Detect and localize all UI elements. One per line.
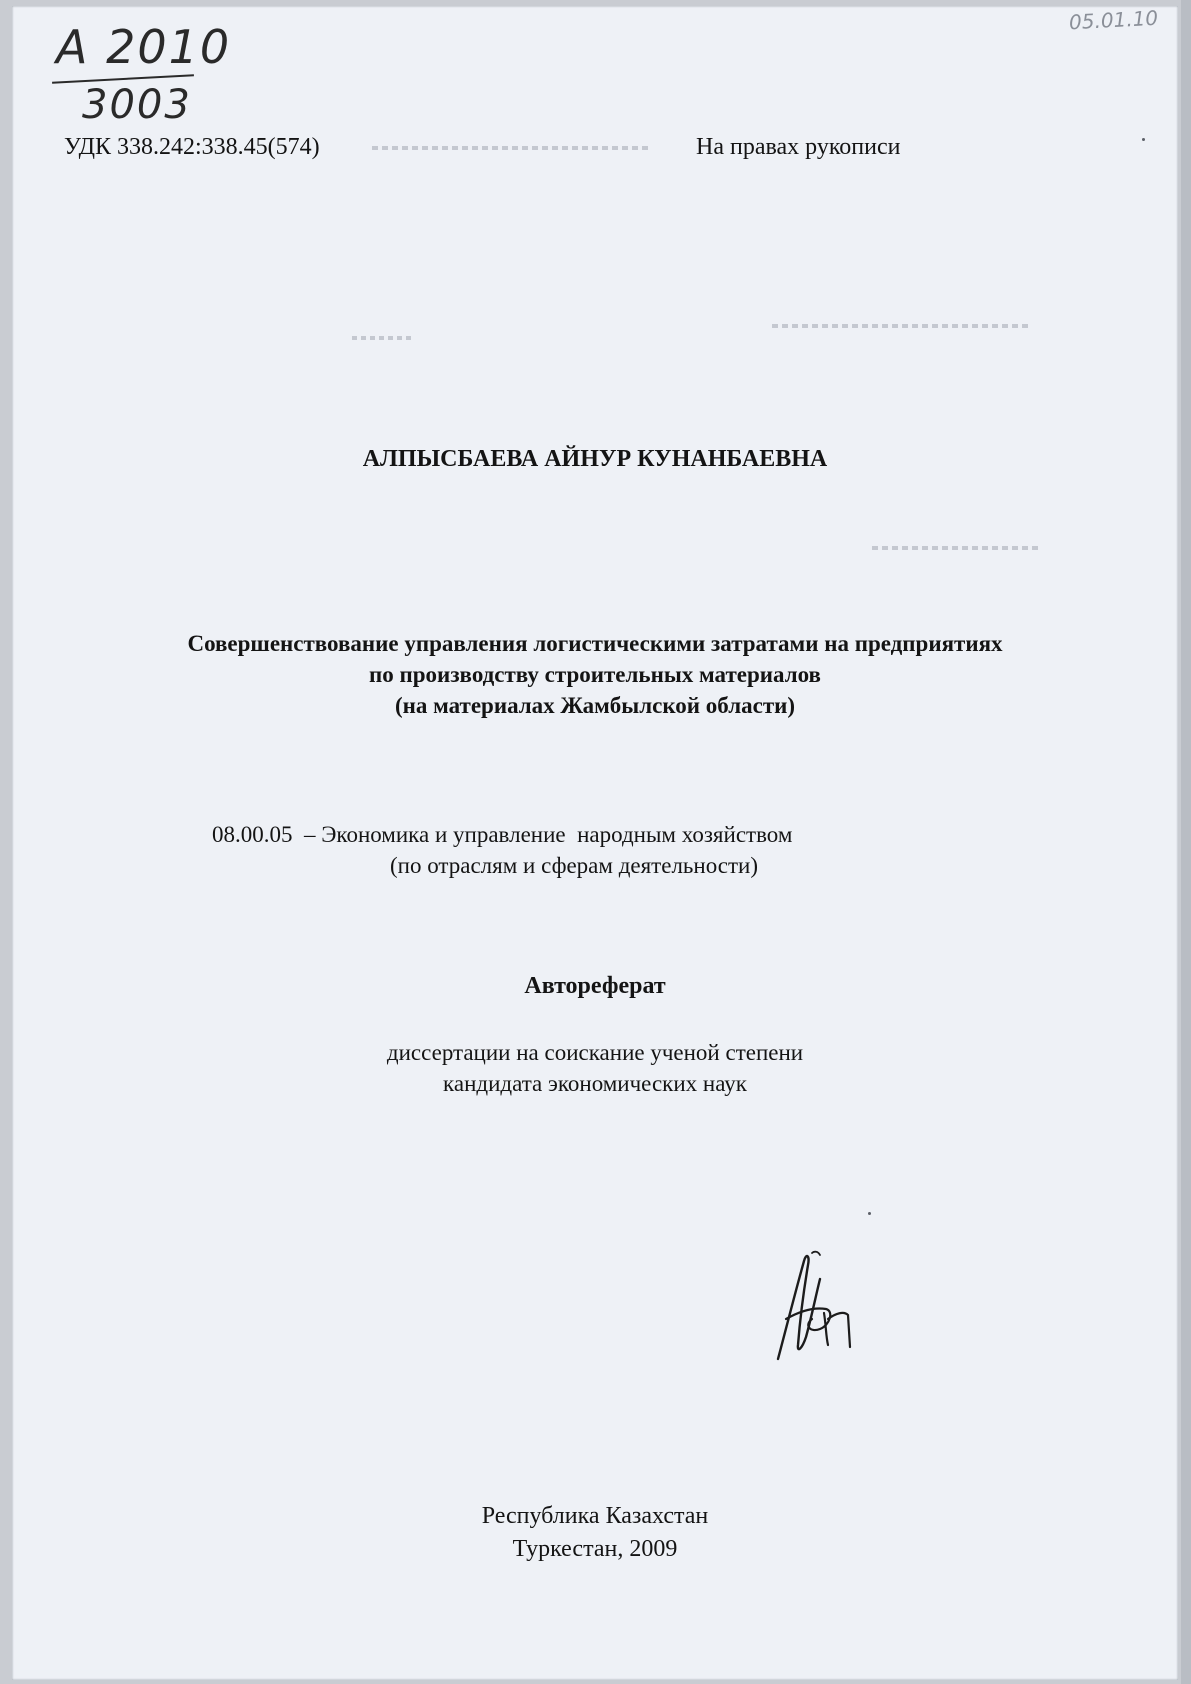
title-line: Совершенствование управления логистическими затратами на предприятиях: [187, 631, 1003, 656]
title-line: (на материалах Жамбылской области): [394, 693, 796, 718]
scan-edge: [1181, 0, 1191, 1684]
document-genre: Автореферат: [524, 973, 666, 999]
bleed-through-mark: [352, 336, 412, 340]
document-page: [12, 6, 1178, 1680]
manuscript-rights: На правах рукописи: [696, 134, 901, 160]
title-line: по производству строительных материалов: [369, 662, 821, 687]
specialty: [212, 819, 992, 881]
date-stamp: 05.01.10: [1068, 5, 1159, 35]
author-name: АЛПЫСБАЕВА АЙНУР КУНАНБАЕВНА: [362, 446, 828, 472]
signature-stroke: [824, 1313, 850, 1347]
country: Республика Казахстан: [481, 1503, 709, 1529]
specialty-code: 08.00.05: [212, 822, 293, 847]
signature-stroke: [778, 1256, 820, 1359]
publication-place: [12, 1500, 1178, 1566]
specialty-detail: (по отраслям и сферам деятельности): [390, 853, 759, 878]
bleed-through-mark: [872, 546, 1042, 550]
bleed-through-mark: [372, 146, 652, 150]
degree-description: [12, 1037, 1178, 1099]
accession-number-bottom: 3003: [82, 82, 192, 128]
specialty-dash: –: [304, 822, 316, 847]
author-signature: [764, 1249, 864, 1369]
signature-stroke: [812, 1252, 820, 1255]
scan-speck: [1142, 138, 1145, 141]
bleed-through-mark: [772, 324, 1032, 328]
degree-line: кандидата экономических наук: [443, 1071, 747, 1096]
degree-line: диссертации на соискание ученой степени: [386, 1040, 804, 1065]
dissertation-title: [12, 628, 1178, 721]
accession-number-top: A 2010: [56, 20, 232, 74]
scan-speck: [868, 1212, 871, 1215]
city-year: Туркестан, 2009: [512, 1536, 678, 1562]
udc-code: УДК 338.242:338.45(574): [64, 134, 320, 160]
specialty-name: Экономика и управление народным хозяйством: [321, 822, 793, 847]
signature-stroke: [786, 1308, 830, 1330]
